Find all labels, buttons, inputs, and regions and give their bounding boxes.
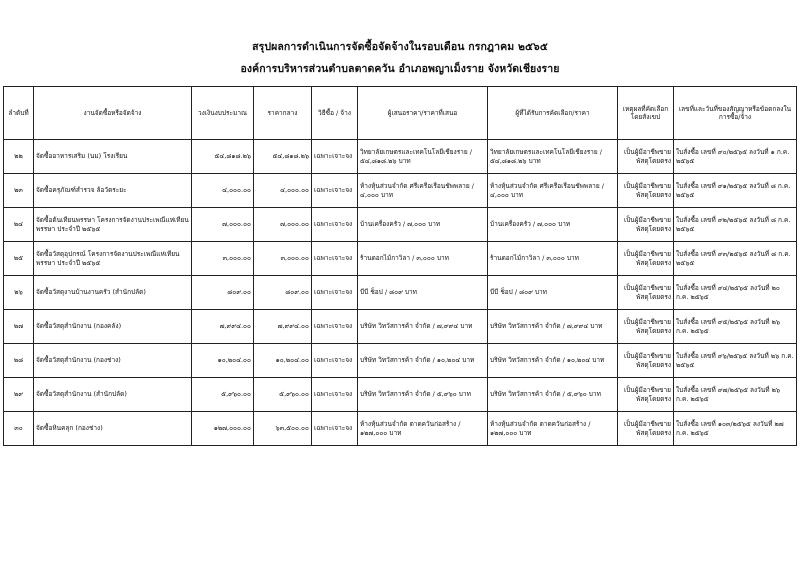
- cell-no: ๒๖: [4, 276, 34, 310]
- cell-contract: ใบสั่งซื้อ เลขที่ ๙๓/๒๕๖๕ ลงวันที่ ๘ ก.ค. ๒๕๖๕: [674, 242, 797, 276]
- cell-budget: ๗,๐๐๐.๐๐: [192, 208, 254, 242]
- cell-bidder: บริษัท วิทวัสการค้า จำกัด / ๕,๙๖๐ บาท: [358, 378, 488, 412]
- cell-budget: ๘๐๙.๐๐: [192, 276, 254, 310]
- header-winner: ผู้ที่ได้รับการคัดเลือก/ราคา: [488, 87, 618, 140]
- cell-contract: ใบสั่งซื้อ เลขที่ ๙๒/๒๕๖๕ ลงวันที่ ๘ ก.ค. ๒๕๖๕: [674, 208, 797, 242]
- cell-reason: เป็นผู้มีอาชีพขายพัสดุโดยตรง: [618, 174, 674, 208]
- table-row: [4, 412, 797, 446]
- cell-method: เฉพาะเจาะจง: [312, 344, 358, 378]
- cell-reason: เป็นผู้มีอาชีพขายพัสดุโดยตรง: [618, 344, 674, 378]
- cell-item: จัดซื้อวัสดุสำนักงาน (กองคลัง): [34, 310, 192, 344]
- cell-no: ๒๗: [4, 310, 34, 344]
- cell-contract: ใบสั่งซื้อ เลขที่ ๙๗/๒๕๖๕ ลงวันที่ ๒๖ ก.ค. ๒๕๖๕: [674, 378, 797, 412]
- cell-item: จัดซื้อวัสดุอุปกรณ์ โครงการจัดงานประเพณีแห่เทียนพรรษา ประจำปี ๒๕๖๕: [34, 242, 192, 276]
- cell-contract: ใบสั่งซื้อ เลขที่ ๙๕/๒๕๖๕ ลงวันที่ ๒๖ ก.ค. ๒๕๖๕: [674, 310, 797, 344]
- cell-reason: เป็นผู้มีอาชีพขายพัสดุโดยตรง: [618, 276, 674, 310]
- cell-median-price: ๕๔,๘๑๘.๒๖: [254, 140, 312, 174]
- cell-reason: เป็นผู้มีอาชีพขายพัสดุโดยตรง: [618, 412, 674, 446]
- header-contract: เลขที่และวันที่ของสัญญาหรือข้อตกลงในการซื้อ/จ้าง: [674, 87, 797, 140]
- table-row: [4, 344, 797, 378]
- cell-reason: เป็นผู้มีอาชีพขายพัสดุโดยตรง: [618, 140, 674, 174]
- cell-item: จัดซื้อวัสดุงานบ้านงานครัว (สำนักปลัด): [34, 276, 192, 310]
- header-reason: เหตุผลที่คัดเลือกโดยสังเขป: [618, 87, 674, 140]
- cell-reason: เป็นผู้มีอาชีพขายพัสดุโดยตรง: [618, 242, 674, 276]
- document-subtitle: องค์การบริหารส่วนตำบลตาดควัน อำเภอพญาเม็งราย จังหวัดเชียงราย: [240, 63, 560, 75]
- cell-winner: ห้างหุ้นส่วนจำกัด ศรีเครือเรือนชัพพลาย / ๔,๐๐๐ บาท: [488, 174, 618, 208]
- cell-budget: ๔,๐๐๐.๐๐: [192, 174, 254, 208]
- cell-median-price: ๗,๐๐๐.๐๐: [254, 208, 312, 242]
- cell-winner: บริษัท วิทวัสการค้า จำกัด / ๕,๙๖๐ บาท: [488, 378, 618, 412]
- table-row: [4, 378, 797, 412]
- header-bidder: ผู้เสนอราคา/ราคาที่เสนอ: [358, 87, 488, 140]
- cell-reason: เป็นผู้มีอาชีพขายพัสดุโดยตรง: [618, 310, 674, 344]
- cell-budget: ๓,๐๐๐.๐๐: [192, 242, 254, 276]
- cell-method: เฉพาะเจาะจง: [312, 140, 358, 174]
- cell-winner: บริษัท วิทวัสการค้า จำกัด / ๑๐,๒๐๔ บาท: [488, 344, 618, 378]
- cell-winner: วิทยาลัยเกษตรและเทคโนโลยีเชียงราย / ๕๔,๘๑๘.๒๖ บาท: [488, 140, 618, 174]
- header-method: วิธีซื้อ / จ้าง: [312, 87, 358, 140]
- cell-method: เฉพาะเจาะจง: [312, 378, 358, 412]
- cell-no: ๓๐: [4, 412, 34, 446]
- cell-winner: ห้างหุ้นส่วนจำกัด ตาดควันก่อสร้าง / ๑๒๗,๐๐๐ บาท: [488, 412, 618, 446]
- table-row: [4, 242, 797, 276]
- header-budget: วงเงินงบประมาณ: [192, 87, 254, 140]
- cell-budget: ๑๒๗,๐๐๐.๐๐: [192, 412, 254, 446]
- cell-median-price: ๔,๐๐๐.๐๐: [254, 174, 312, 208]
- cell-no: ๒๓: [4, 174, 34, 208]
- header-median-price: ราคากลาง: [254, 87, 312, 140]
- cell-bidder: ห้างหุ้นส่วนจำกัด ศรีเครือเรือนชัพพลาย / ๔,๐๐๐ บาท: [358, 174, 488, 208]
- table-header-row: [4, 87, 797, 140]
- cell-bidder: บ้านเครื่องครัว / ๗,๐๐๐ บาท: [358, 208, 488, 242]
- cell-median-price: ๘๐๙.๐๐: [254, 276, 312, 310]
- table-row: [4, 276, 797, 310]
- cell-reason: เป็นผู้มีอาชีพขายพัสดุโดยตรง: [618, 208, 674, 242]
- cell-median-price: ๗,๙๙๔.๐๐: [254, 310, 312, 344]
- cell-budget: ๗,๙๙๔.๐๐: [192, 310, 254, 344]
- cell-contract: ใบสั่งซื้อ เลขที่ ๑๐๓/๒๕๖๕ ลงวันที่ ๒๗ ก.ค. ๒๕๖๕: [674, 412, 797, 446]
- cell-item: จัดซื้อวัสดุสำนักงาน (กองช่าง): [34, 344, 192, 378]
- procurement-table: [3, 86, 797, 446]
- cell-reason: เป็นผู้มีอาชีพขายพัสดุโดยตรง: [618, 378, 674, 412]
- cell-method: เฉพาะเจาะจง: [312, 174, 358, 208]
- document-title: สรุปผลการดำเนินการจัดซื้อจัดจ้างในรอบเดือน กรกฎาคม ๒๕๖๕: [252, 41, 548, 53]
- cell-budget: ๕๔,๘๑๘.๒๖: [192, 140, 254, 174]
- cell-median-price: ๕,๙๖๐.๐๐: [254, 378, 312, 412]
- cell-no: ๒๙: [4, 378, 34, 412]
- cell-no: ๒๔: [4, 208, 34, 242]
- cell-method: เฉพาะเจาะจง: [312, 242, 358, 276]
- cell-item: จัดซื้อครุภัณฑ์สำรวจ ล้อวัดระยะ: [34, 174, 192, 208]
- cell-bidder: ร้านดอกไม้กาวิลา / ๓,๐๐๐ บาท: [358, 242, 488, 276]
- cell-item: จัดซื้อหินคลุก (กองช่าง): [34, 412, 192, 446]
- cell-median-price: ๓,๐๐๐.๐๐: [254, 242, 312, 276]
- cell-item: จัดซื้อวัสดุสำนักงาน (สำนักปลัด): [34, 378, 192, 412]
- header-no: ลำดับที่: [4, 87, 34, 140]
- cell-winner: บีบี ช็อป / ๘๐๙ บาท: [488, 276, 618, 310]
- cell-bidder: บริษัท วิทวัสการค้า จำกัด / ๑๐,๒๐๔ บาท: [358, 344, 488, 378]
- cell-no: ๒๕: [4, 242, 34, 276]
- cell-item: จัดซื้อต้นเทียนพรรษา โครงการจัดงานประเพณีแห่เทียนพรรษา ประจำปี ๒๕๖๕: [34, 208, 192, 242]
- cell-contract: ใบสั่งซื้อ เลขที่ ๙๔/๒๕๖๕ ลงวันที่ ๒๐ ก.ค. ๒๕๖๕: [674, 276, 797, 310]
- cell-contract: ใบสั่งซื้อ เลขที่ ๙๑/๒๕๖๕ ลงวันที่ ๘ ก.ค. ๒๕๖๕: [674, 174, 797, 208]
- cell-method: เฉพาะเจาะจง: [312, 310, 358, 344]
- header-item: งานจัดซื้อหรือจัดจ้าง: [34, 87, 192, 140]
- cell-budget: ๕,๙๖๐.๐๐: [192, 378, 254, 412]
- cell-median-price: ๑๐,๒๐๔.๐๐: [254, 344, 312, 378]
- cell-contract: ใบสั่งซื้อ เลขที่ ๙๐/๒๕๖๕ ลงวันที่ ๑ ก.ค. ๒๕๖๕: [674, 140, 797, 174]
- cell-budget: ๑๐,๒๐๔.๐๐: [192, 344, 254, 378]
- cell-winner: บริษัท วิทวัสการค้า จำกัด / ๗,๙๙๔ บาท: [488, 310, 618, 344]
- cell-winner: ร้านดอกไม้กาวิลา / ๓,๐๐๐ บาท: [488, 242, 618, 276]
- table-row: [4, 208, 797, 242]
- cell-method: เฉพาะเจาะจง: [312, 412, 358, 446]
- cell-item: จัดซื้ออาหารเสริม (นม) โรงเรียน: [34, 140, 192, 174]
- table-row: [4, 174, 797, 208]
- cell-bidder: บริษัท วิทวัสการค้า จำกัด / ๗,๙๙๔ บาท: [358, 310, 488, 344]
- cell-bidder: บีบี ช็อป / ๘๐๙ บาท: [358, 276, 488, 310]
- cell-method: เฉพาะเจาะจง: [312, 208, 358, 242]
- cell-bidder: ห้างหุ้นส่วนจำกัด ตาดควันก่อสร้าง / ๑๒๗,๐๐๐ บาท: [358, 412, 488, 446]
- cell-no: ๒๘: [4, 344, 34, 378]
- cell-median-price: ๖๓,๕๐๐.๐๐: [254, 412, 312, 446]
- cell-method: เฉพาะเจาะจง: [312, 276, 358, 310]
- cell-no: ๒๒: [4, 140, 34, 174]
- cell-bidder: วิทยาลัยเกษตรและเทคโนโลยีเชียงราย / ๕๔,๘๑๘.๒๖ บาท: [358, 140, 488, 174]
- cell-winner: บ้านเครื่องครัว / ๗,๐๐๐ บาท: [488, 208, 618, 242]
- cell-contract: ใบสั่งซื้อ เลขที่ ๙๖/๒๕๖๕ ลงวันที่ ๒๖ ก.ค. ๒๕๖๕: [674, 344, 797, 378]
- table-row: [4, 310, 797, 344]
- table-row: [4, 140, 797, 174]
